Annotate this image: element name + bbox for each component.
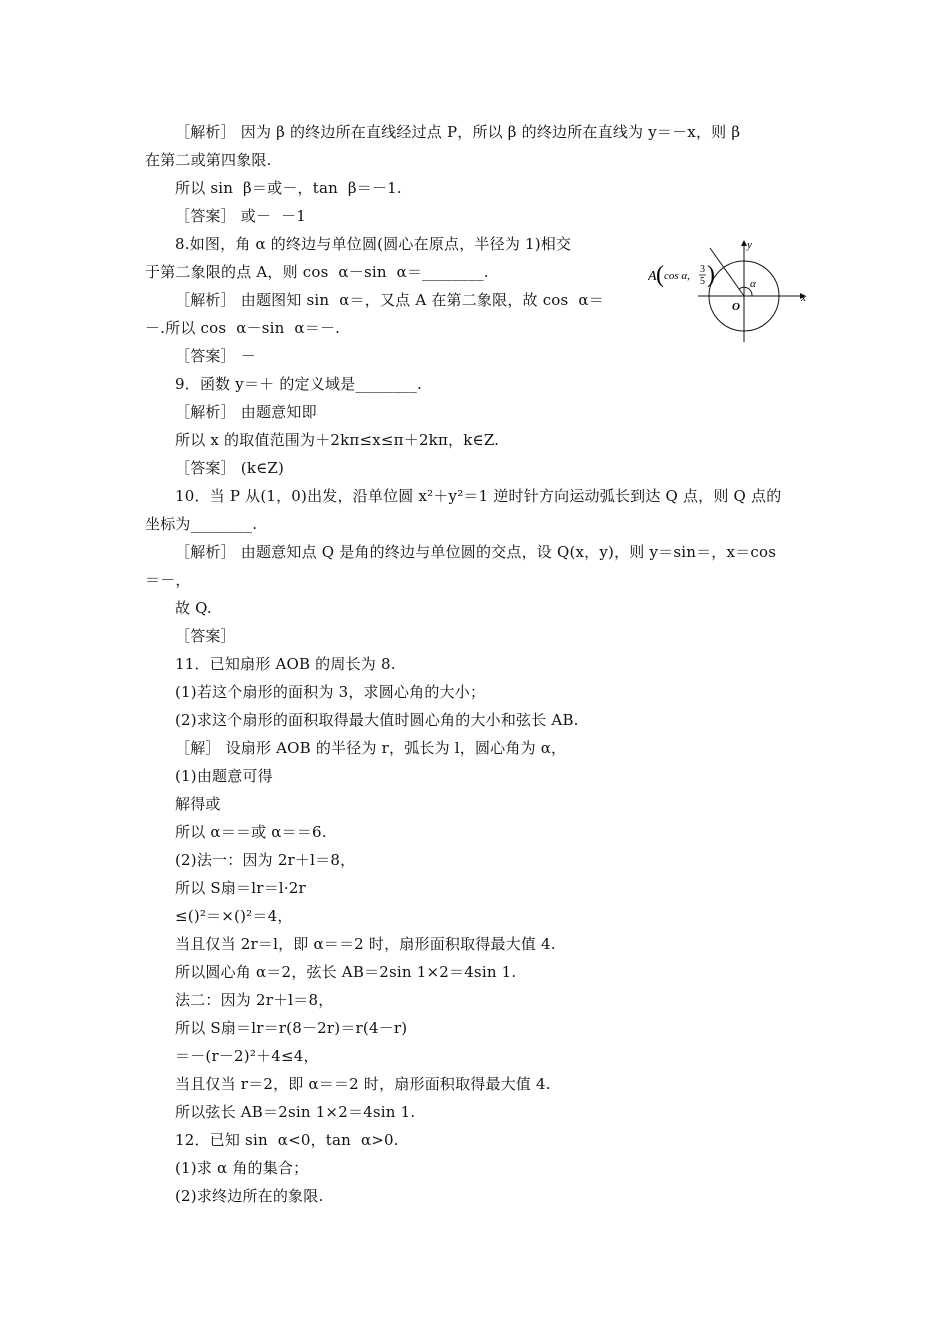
- text-line: 所以 sin β＝或－，tan β＝－1.: [175, 179, 402, 197]
- text-line: ［解析］ 由题图知 sin α＝，又点 A 在第二象限，故 cos α＝: [175, 291, 604, 309]
- text-line: 9．函数 y＝＋ 的定义域是________.: [175, 375, 422, 393]
- text-line: (2)求这个扇形的面积取得最大值时圆心角的大小和弦长 AB.: [175, 711, 579, 729]
- frac-num: 3: [700, 264, 705, 275]
- paren-left: (: [656, 262, 664, 288]
- text-line: 当且仅当 r＝2，即 α＝＝2 时，扇形面积取得最大值 4.: [175, 1075, 551, 1093]
- text-line: －.所以 cos α－sin α＝－.: [145, 319, 341, 337]
- text-line: ［答案］ －: [175, 347, 256, 365]
- text-line: (1)由题意可得: [175, 767, 273, 785]
- text-line: ［解析］ 因为 β 的终边所在直线经过点 P，所以 β 的终边所在直线为 y＝－x，则 β: [175, 123, 741, 141]
- angle-label: α: [750, 278, 756, 290]
- text-line: ［答案］: [175, 627, 236, 645]
- text-line: 法二：因为 2r＋l＝8，: [175, 991, 334, 1009]
- text-line: 所以圆心角 α＝2，弦长 AB＝2sin 1×2＝4sin 1.: [175, 963, 517, 981]
- text-line: (2)求终边所在的象限.: [175, 1187, 324, 1205]
- text-line: 8.如图，角 α 的终边与单位圆(圆心在原点，半径为 1)相交: [175, 235, 572, 253]
- text-line: (1)若这个扇形的面积为 3，求圆心角的大小；: [175, 683, 486, 701]
- text-line: (2)法一：因为 2r＋l＝8，: [175, 851, 356, 869]
- text-line: 当且仅当 2r＝l，即 α＝＝2 时，扇形面积取得最大值 4.: [175, 935, 556, 953]
- point-label: A: [648, 269, 657, 284]
- text-line: 12．已知 sin α<0，tan α>0.: [175, 1131, 399, 1149]
- text-line: ＝－，: [145, 571, 191, 589]
- text-line: 所以 x 的取值范围为＋2kπ≤x≤π＋2kπ，k∈Z.: [175, 431, 500, 449]
- text-line: (1)求 α 角的集合；: [175, 1159, 309, 1177]
- text-line: ≤()²＝×()²＝4，: [175, 907, 293, 925]
- text-line: ＝－(r－2)²＋4≤4，: [175, 1047, 319, 1065]
- text-line: 在第二或第四象限.: [145, 151, 272, 169]
- text-line: 于第二象限的点 A，则 cos α－sin α＝________.: [145, 263, 489, 281]
- text-line: 所以 α＝＝或 α＝＝6.: [175, 823, 327, 841]
- text-line: ［答案］ (k∈Z): [175, 459, 285, 477]
- text-line: 坐标为________.: [145, 515, 258, 533]
- text-line: ［答案］ 或－ －1: [175, 207, 307, 225]
- text-line: 解得或: [175, 795, 221, 813]
- y-axis-label: y: [747, 239, 752, 251]
- text-line: ［解析］ 由题意知点 Q 是角的终边与单位圆的交点，设 Q(x，y)，则 y＝sin＝，x＝cos: [175, 543, 777, 561]
- point-coord: cos α,: [664, 270, 690, 282]
- text-line: ［解］ 设扇形 AOB 的半径为 r，弧长为 l，圆心角为 α，: [175, 739, 567, 757]
- text-line: ［解析］ 由题意知即: [175, 403, 317, 421]
- text-line: 所以 S扇＝lr＝r(8－2r)＝r(4－r): [175, 1019, 408, 1037]
- paren-right: ): [707, 262, 715, 288]
- text-line: 故 Q.: [175, 599, 212, 617]
- text-line: 10．当 P 从(1，0)出发，沿单位圆 x²＋y²＝1 逆时针方向运动弧长到达 Q 点，则 Q 点的: [175, 487, 782, 505]
- x-axis-label: x: [801, 292, 806, 304]
- text-line: 所以 S扇＝lr＝l·2r: [175, 879, 306, 897]
- text-line: 所以弦长 AB＝2sin 1×2＝4sin 1.: [175, 1103, 416, 1121]
- unit-circle-figure: [648, 238, 818, 348]
- origin-label: O: [732, 301, 740, 313]
- frac-den: 5: [700, 276, 705, 287]
- text-line: 11．已知扇形 AOB 的周长为 8.: [175, 655, 396, 673]
